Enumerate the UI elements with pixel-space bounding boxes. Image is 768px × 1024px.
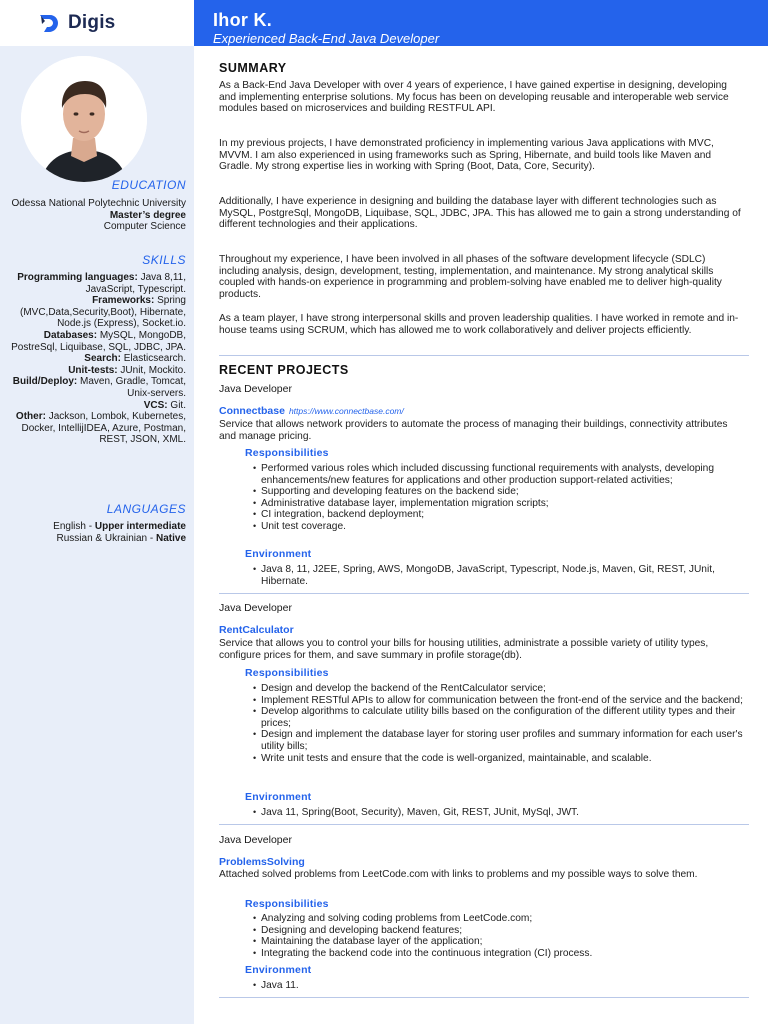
education-degree: Master’s degree — [109, 209, 186, 221]
project-role: Java Developer — [219, 834, 292, 846]
skill-item — [6, 411, 186, 446]
list-item: • Java 8, 11, J2EE, Spring, AWS, MongoDB, JavaScript, Typescript, Node.js, Maven, Git, REST, JUnit, Hibernate. — [253, 564, 744, 587]
skills-list — [6, 272, 186, 446]
summary-paragraph: Additionally, I have experience in designing and building the database layer with different technologies such as MySQL, PostgreSql, MongoDB, Liquibase, SQL, JDBC, JPA. This has allowed me to gain a strong understanding of different technologies and their applications. — [219, 196, 741, 231]
education-block — [6, 198, 186, 233]
list-item: • Analyzing and solving coding problems from LeetCode.com; — [253, 913, 744, 925]
list-item: • Java 11. — [253, 980, 744, 992]
responsibilities-list — [219, 913, 744, 959]
list-item: • Write unit tests and ensure that the code is well-organized, maintainable, and scalable. — [253, 753, 744, 765]
list-item: • Java 11, Spring(Boot, Security), Maven, Git, REST, JUnit, MySql, JWT. — [253, 807, 744, 819]
responsibilities-list — [219, 463, 744, 533]
list-item: • Develop algorithms to calculate utility bills based on the configuration of the different utility types and their prices; — [253, 706, 744, 729]
skill-item — [6, 330, 186, 353]
list-item: • CI integration, backend deployment; — [253, 509, 744, 521]
language-level: Native — [155, 532, 186, 544]
skill-value: Git. — [167, 399, 186, 411]
summary-paragraph: In my previous projects, I have demonstrated proficiency in implementing various Java applications with MVC, MVVM. I am also experienced in using frameworks such as Spring, Hibernate, and build tools like Maven and Gradle. My strong expertise lies in working with Spring (Boot, Data, Core, Security). — [219, 138, 714, 173]
skill-label: Build/Deploy: — [12, 376, 78, 388]
project-header — [219, 852, 305, 870]
language-name: Russian & Ukrainian - — [56, 532, 156, 544]
skill-item — [6, 376, 186, 399]
skill-item — [6, 353, 186, 365]
skills-title: SKILLS — [142, 253, 186, 267]
summary-paragraph: As a team player, I have strong interpersonal skills and proven leadership qualities. I have worked in remote and in-house teams using SCRUM, which has allowed me to work collaboratively and deliver projects efficiently. — [219, 313, 739, 336]
project-name: ProblemsSolving — [219, 856, 305, 868]
list-item: • Performed various roles which included discussing functional requirements with analysts, developing enhancements/new features for applications and other production support-related activities; — [253, 463, 744, 486]
portrait-image — [21, 56, 147, 182]
project-name: Connectbase — [219, 405, 285, 417]
skill-label: VCS: — [143, 399, 168, 411]
brand — [0, 0, 194, 46]
environment-list — [219, 980, 744, 992]
language-item — [0, 521, 186, 533]
digis-horse-logo-icon — [38, 12, 60, 34]
skill-label: Programming languages: — [17, 272, 138, 283]
skill-item — [6, 295, 186, 330]
language-item — [0, 533, 186, 545]
education-field: Computer Science — [103, 221, 186, 233]
header-bar — [0, 0, 768, 46]
person-role: Experienced Back-End Java Developer — [213, 31, 440, 46]
project-description: Service that allows you to control your bills for housing utilities, administrate a possible variety of utility types, configure prices for them, and save summary in profile storage(db). — [219, 638, 709, 661]
brand-name: Digis — [68, 12, 116, 33]
responsibilities-title: Responsibilities — [245, 447, 329, 459]
project-role: Java Developer — [219, 602, 292, 614]
person-name: Ihor K. — [213, 10, 273, 30]
projects-title: RECENT PROJECTS — [219, 363, 349, 377]
list-item: • Design and develop the backend of the RentCalculator service; — [253, 683, 744, 695]
list-item: • Integrating the backend code into the continuous integration (CI) process. — [253, 948, 744, 960]
project-header — [219, 401, 404, 419]
skill-label: Unit-tests: — [68, 364, 118, 376]
project-description: Attached solved problems from LeetCode.com with links to problems and my possible ways to solve them. — [219, 869, 698, 880]
education-school: Odessa National Polytechnic University — [11, 198, 186, 209]
skill-value: JUnit, Mockito. — [117, 364, 186, 376]
avatar — [21, 56, 147, 182]
list-item: • Designing and developing backend features; — [253, 925, 744, 937]
language-name: English - — [53, 521, 95, 532]
environment-title: Environment — [245, 548, 312, 560]
divider — [219, 593, 749, 594]
project-header — [219, 620, 294, 638]
list-item: • Administrative database layer, implementation migration scripts; — [253, 498, 744, 510]
divider — [219, 997, 749, 998]
skill-label: Databases: — [43, 329, 98, 341]
list-item: • Supporting and developing features on the backend side; — [253, 486, 744, 498]
responsibilities-list — [219, 683, 744, 764]
environment-title: Environment — [245, 964, 312, 976]
skill-item — [6, 400, 186, 412]
sidebar — [0, 46, 194, 1024]
skill-value: MySQL, MongoDB, PostreSql, Liquibase, SQL, JDBC, JPA. — [11, 329, 186, 353]
environment-list — [219, 807, 744, 819]
responsibilities-title: Responsibilities — [245, 667, 329, 679]
summary-title: SUMMARY — [219, 61, 287, 75]
languages-title: LANGUAGES — [106, 502, 186, 516]
skill-value: Spring (MVC,Data,Security,Boot), Hibernate, Node.js (Express), Socket.io. — [20, 295, 186, 330]
list-item: • Implement RESTful APIs to allow for communication between the front-end of the service and the backend; — [253, 695, 744, 707]
skill-value: Jackson, Lombok, Kubernetes, Docker, IntellijIDEA, Azure, Postman, REST, JSON, XML. — [21, 411, 186, 446]
project-link[interactable]: https://www.connectbase.com/ — [288, 406, 404, 416]
education-title: EDUCATION — [111, 178, 186, 192]
skill-value: Elasticsearch. — [120, 353, 186, 365]
summary-paragraph: As a Back-End Java Developer with over 4 years of experience, I have gained expertise in designing, developing and implementing enterprise solutions. My focus has been on developing reusable and interoperable web service modules based on microservices and building RESTFUL API. — [219, 80, 729, 115]
responsibilities-title: Responsibilities — [245, 898, 329, 910]
environment-title: Environment — [245, 791, 312, 803]
list-item: • Maintaining the database layer of the application; — [253, 936, 744, 948]
environment-list — [219, 564, 744, 587]
languages-list — [0, 521, 186, 544]
project-role: Java Developer — [219, 383, 292, 395]
name-banner — [194, 0, 768, 46]
skill-item — [6, 272, 186, 295]
divider — [219, 824, 749, 825]
skill-label: Frameworks: — [92, 295, 155, 307]
skill-label: Other: — [15, 411, 46, 423]
list-item: • Design and implement the database layer for storing user profiles and summary information for each user's utility bills; — [253, 729, 744, 752]
project-name: RentCalculator — [219, 624, 294, 636]
list-item: • Unit test coverage. — [253, 521, 744, 533]
divider — [219, 355, 749, 356]
summary-paragraph: Throughout my experience, I have been involved in all phases of the software development lifecycle (SDLC) including analysis, design, development, testing, implementation, and maintenance. My strong analytical skills coupled with hands-on experience in programming and problem-solving have enabled me to deliver high-quality products. — [219, 254, 722, 300]
skill-label: Search: — [84, 353, 121, 365]
skill-value: Maven, Gradle, Tomcat, Unix-servers. — [77, 376, 186, 399]
language-level: Upper intermediate — [94, 521, 186, 532]
skill-value: Java 8,11, JavaScript, Typescript. — [85, 272, 186, 295]
project-description: Service that allows network providers to automate the process of managing their buildings, connectivity attributes and manage pricing. — [219, 419, 728, 442]
skill-item — [6, 365, 186, 377]
